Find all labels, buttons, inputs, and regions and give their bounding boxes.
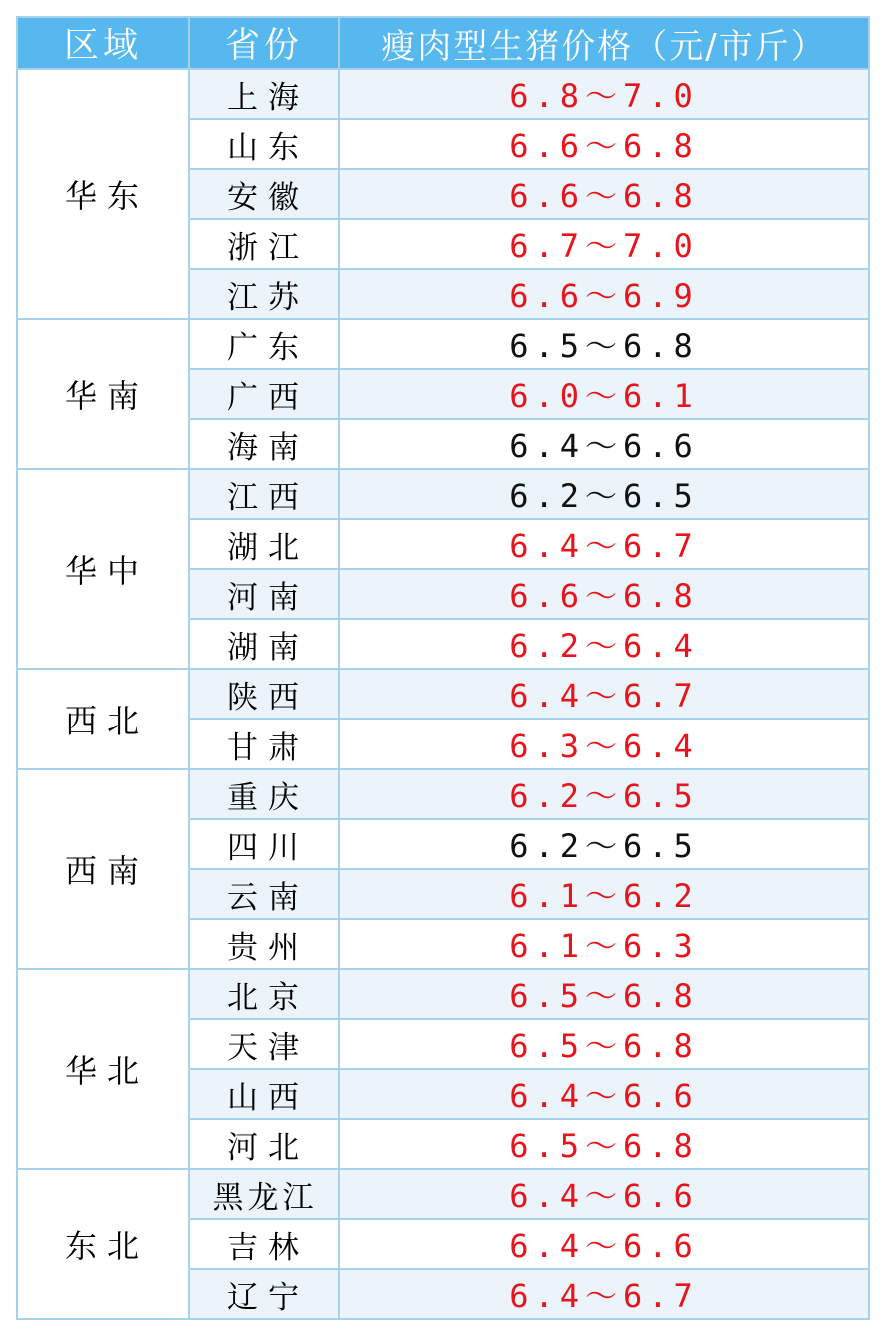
price-cell: 6.5～6.8 xyxy=(339,1119,869,1169)
province-cell: 安徽 xyxy=(189,169,339,219)
price-cell: 6.2～6.5 xyxy=(339,469,869,519)
province-cell: 四川 xyxy=(189,819,339,869)
price-table xyxy=(16,16,870,1320)
province-cell: 湖南 xyxy=(189,619,339,669)
province-cell: 河北 xyxy=(189,1119,339,1169)
province-cell: 吉林 xyxy=(189,1219,339,1269)
province-cell: 天津 xyxy=(189,1019,339,1069)
province-cell: 湖北 xyxy=(189,519,339,569)
region-cell: 华北 xyxy=(17,969,189,1169)
price-cell: 6.4～6.6 xyxy=(339,1169,869,1219)
price-cell: 6.2～6.5 xyxy=(339,819,869,869)
table-row xyxy=(17,469,869,519)
price-cell: 6.4～6.7 xyxy=(339,519,869,569)
region-cell: 华南 xyxy=(17,319,189,469)
price-cell: 6.8～7.0 xyxy=(339,69,869,119)
price-cell: 6.6～6.8 xyxy=(339,569,869,619)
price-cell: 6.4～6.7 xyxy=(339,1269,869,1319)
table-row xyxy=(17,669,869,719)
table-row xyxy=(17,769,869,819)
region-cell: 西北 xyxy=(17,669,189,769)
province-cell: 重庆 xyxy=(189,769,339,819)
province-cell: 上海 xyxy=(189,69,339,119)
price-cell: 6.4～6.6 xyxy=(339,419,869,469)
table-row xyxy=(17,969,869,1019)
region-cell: 西南 xyxy=(17,769,189,969)
region-cell: 华东 xyxy=(17,69,189,319)
price-cell: 6.3～6.4 xyxy=(339,719,869,769)
region-header: 区域 xyxy=(17,17,189,69)
province-header: 省份 xyxy=(189,17,339,69)
province-cell: 辽宁 xyxy=(189,1269,339,1319)
province-cell: 江西 xyxy=(189,469,339,519)
price-header: 瘦肉型生猪价格（元/市斤） xyxy=(339,17,869,69)
price-cell: 6.4～6.6 xyxy=(339,1069,869,1119)
region-cell: 东北 xyxy=(17,1169,189,1319)
price-cell: 6.1～6.3 xyxy=(339,919,869,969)
province-cell: 北京 xyxy=(189,969,339,1019)
province-cell: 河南 xyxy=(189,569,339,619)
price-cell: 6.5～6.8 xyxy=(339,969,869,1019)
price-cell: 6.6～6.8 xyxy=(339,169,869,219)
table-body xyxy=(17,69,869,1319)
province-cell: 黑龙江 xyxy=(189,1169,339,1219)
table-row xyxy=(17,1169,869,1219)
province-cell: 山西 xyxy=(189,1069,339,1119)
price-cell: 6.2～6.5 xyxy=(339,769,869,819)
price-cell: 6.0～6.1 xyxy=(339,369,869,419)
price-cell: 6.6～6.8 xyxy=(339,119,869,169)
province-cell: 浙江 xyxy=(189,219,339,269)
province-cell: 广西 xyxy=(189,369,339,419)
table-row xyxy=(17,319,869,369)
province-cell: 甘肃 xyxy=(189,719,339,769)
province-cell: 海南 xyxy=(189,419,339,469)
price-cell: 6.7～7.0 xyxy=(339,219,869,269)
price-cell: 6.4～6.6 xyxy=(339,1219,869,1269)
province-cell: 广东 xyxy=(189,319,339,369)
province-cell: 陕西 xyxy=(189,669,339,719)
price-cell: 6.5～6.8 xyxy=(339,1019,869,1069)
price-cell: 6.6～6.9 xyxy=(339,269,869,319)
price-cell: 6.1～6.2 xyxy=(339,869,869,919)
price-cell: 6.2～6.4 xyxy=(339,619,869,669)
province-cell: 山东 xyxy=(189,119,339,169)
header-row xyxy=(17,17,869,69)
table-row xyxy=(17,69,869,119)
price-cell: 6.5～6.8 xyxy=(339,319,869,369)
region-cell: 华中 xyxy=(17,469,189,669)
price-cell: 6.4～6.7 xyxy=(339,669,869,719)
province-cell: 江苏 xyxy=(189,269,339,319)
province-cell: 云南 xyxy=(189,869,339,919)
province-cell: 贵州 xyxy=(189,919,339,969)
